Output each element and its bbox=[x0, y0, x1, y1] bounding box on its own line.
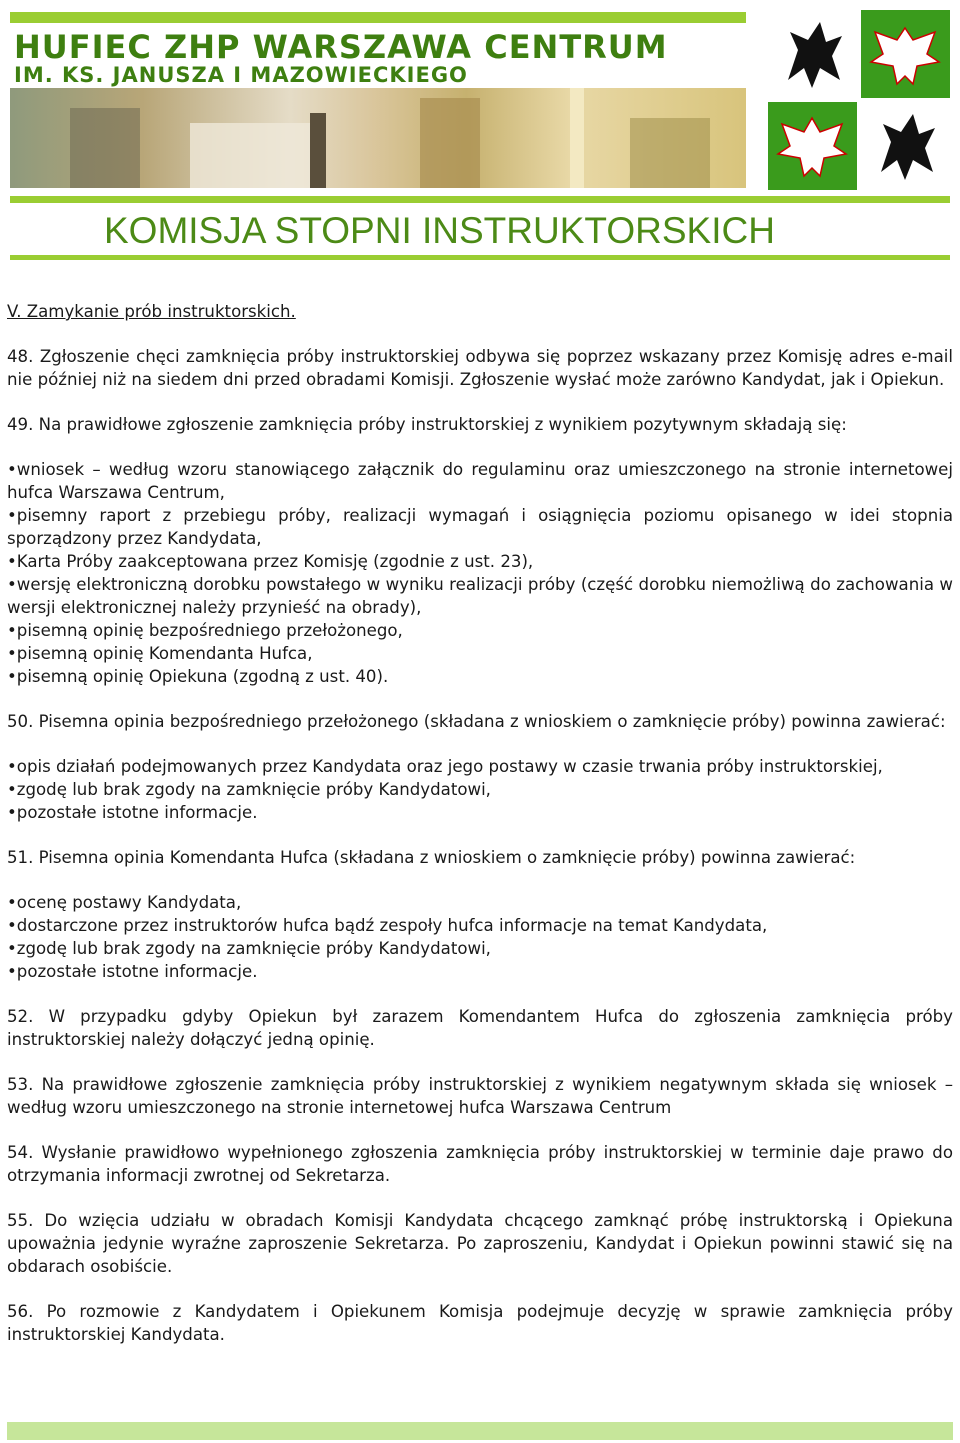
paragraph-54: 54. Wysłanie prawidłowo wypełnionego zgłoszenia zamknięcia próby instruktorskiej w terminie daje prawo do otrzymania informacji zwrotnej od Sekretarza. bbox=[7, 1143, 953, 1185]
list-51 bbox=[7, 891, 953, 983]
list-item: •opis działań podejmowanych przez Kandydata oraz jego postawy w czasie trwania próby instruktorskiej, bbox=[7, 757, 883, 776]
list-50 bbox=[7, 755, 953, 824]
document-body bbox=[7, 300, 953, 1346]
list-item: •dostarczone przez instruktorów hufca bądź zespoły hufca informacje na temat Kandydata, bbox=[7, 916, 768, 935]
list-item: •wersję elektroniczną dorobku powstałego w wyniku realizacji próby (część dorobku niemożliwą do zachowania w wersji elektronicznej należy przynieść na obrady), bbox=[7, 575, 953, 617]
eagle-crest-green bbox=[861, 10, 950, 98]
paragraph-51: 51. Pisemna opinia Komendanta Hufca (składana z wnioskiem o zamknięcie próby) powinna zawierać: bbox=[7, 848, 856, 867]
griffin-crest bbox=[768, 10, 857, 98]
griffin-icon bbox=[861, 102, 950, 190]
list-item: •pisemną opinię Komendanta Hufca, bbox=[7, 644, 313, 663]
list-item: •pisemną opinię Opiekuna (zgodną z ust. 40). bbox=[7, 667, 389, 686]
header-bottom-rule bbox=[10, 255, 950, 260]
paragraph-49: 49. Na prawidłowe zgłoszenie zamknięcia próby instruktorskiej z wynikiem pozytywnym składają się: bbox=[7, 415, 847, 434]
collage-statue bbox=[420, 98, 480, 188]
collage-building bbox=[70, 108, 140, 188]
griffin-icon bbox=[768, 10, 857, 98]
header-photo-collage bbox=[10, 88, 746, 188]
paragraph-48: 48. Zgłoszenie chęci zamknięcia próby instruktorskiej odbywa się poprzez wskazany przez Komisję adres e-mail nie później niż na siedem dni przed obradami Komisji. Zgłoszenie wysłać może zarówno Kandydat, jak i Opiekun. bbox=[7, 347, 953, 389]
section-title: V. Zamykanie prób instruktorskich. bbox=[7, 302, 296, 321]
eagle-crest-green-2 bbox=[768, 102, 857, 190]
footer-rule bbox=[7, 1422, 953, 1440]
list-item: •zgodę lub brak zgody na zamknięcie próby Kandydatowi, bbox=[7, 780, 491, 799]
header-mid-rule bbox=[10, 196, 950, 203]
list-item: •zgodę lub brak zgody na zamknięcie próby Kandydatowi, bbox=[7, 939, 491, 958]
list-item: •ocenę postawy Kandydata, bbox=[7, 893, 242, 912]
page-header bbox=[0, 0, 960, 262]
org-title: HUFIEC ZHP WARSZAWA CENTRUM bbox=[14, 28, 668, 66]
coats-of-arms bbox=[768, 10, 950, 190]
collage-bridge-pylon bbox=[570, 88, 584, 188]
org-subtitle: IM. KS. JANUSZA I MAZOWIECKIEGO bbox=[14, 63, 468, 87]
collage-palace bbox=[190, 123, 310, 188]
collage-roof bbox=[630, 118, 710, 188]
commission-title: KOMISJA STOPNI INSTRUKTORSKICH bbox=[104, 210, 775, 251]
list-49 bbox=[7, 458, 953, 688]
eagle-icon bbox=[861, 10, 950, 98]
paragraph-52: 52. W przypadku gdyby Opiekun był zarazem Komendantem Hufca do zgłoszenia zamknięcia próby instruktorskiej należy dołączyć jedną opinię. bbox=[7, 1007, 953, 1049]
list-item: •pisemny raport z przebiegu próby, realizacji wymagań i osiągnięcia poziomu opisanego w idei stopnia sporządzony przez Kandydata, bbox=[7, 506, 953, 548]
paragraph-55: 55. Do wzięcia udziału w obradach Komisji Kandydata chcącego zamknąć próbę instruktorską i Opiekuna upoważnia jedynie wyraźne zaproszenie Sekretarza. Po zaproszeniu, Kandydat i Opiekun powinni stawić się na obdarach osobiście. bbox=[7, 1211, 953, 1276]
eagle-icon bbox=[768, 102, 857, 190]
griffin-crest-2 bbox=[861, 102, 950, 190]
list-item: •pozostałe istotne informacje. bbox=[7, 803, 258, 822]
list-item: •Karta Próby zaakceptowana przez Komisję (zgodnie z ust. 23), bbox=[7, 552, 534, 571]
list-item: •pisemną opinię bezpośredniego przełożonego, bbox=[7, 621, 403, 640]
paragraph-50: 50. Pisemna opinia bezpośredniego przełożonego (składana z wnioskiem o zamknięcie próby) powinna zawierać: bbox=[7, 712, 946, 731]
collage-column bbox=[310, 113, 326, 188]
list-item: •wniosek – według wzoru stanowiącego załącznik do regulaminu oraz umieszczonego na stronie internetowej hufca Warszawa Centrum, bbox=[7, 460, 953, 502]
paragraph-53: 53. Na prawidłowe zgłoszenie zamknięcia próby instruktorskiej z wynikiem negatywnym składa się wniosek – według wzoru umieszczonego na stronie internetowej hufca Warszawa Centrum bbox=[7, 1075, 953, 1117]
paragraph-56: 56. Po rozmowie z Kandydatem i Opiekunem Komisja podejmuje decyzję w sprawie zamknięcia próby instruktorskiej Kandydata. bbox=[7, 1302, 953, 1344]
header-top-rule bbox=[10, 12, 746, 23]
list-item: •pozostałe istotne informacje. bbox=[7, 962, 258, 981]
